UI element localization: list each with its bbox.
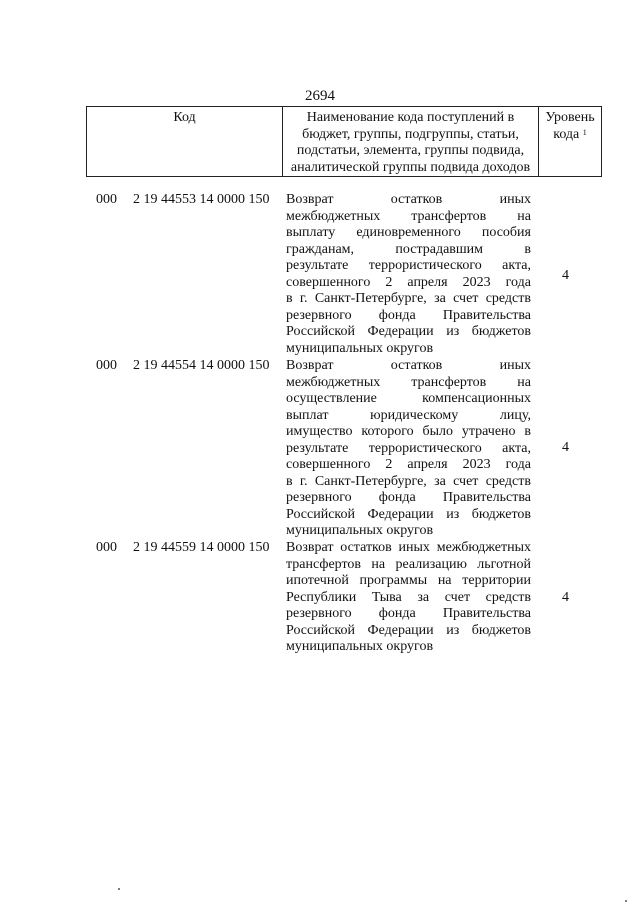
row-name-line: выплату единовременного пособия: [286, 225, 531, 240]
row-prefix: 000: [96, 540, 117, 555]
header-level-word: кода: [553, 126, 580, 142]
row-level: 4: [562, 440, 569, 455]
row-code: 2 19 44559 14 0000 150: [133, 540, 270, 555]
row-code: 2 19 44553 14 0000 150: [133, 192, 270, 207]
row-name-line: муниципальных округов: [286, 639, 434, 654]
row-name-line: резервного фонда Правительства: [286, 307, 531, 323]
row-name-line: Российской Федерации из бюджетов: [286, 324, 531, 339]
row-name-line: резервного фонда Правительства: [286, 606, 531, 621]
row-name-line: межбюджетных трансфертов на: [286, 208, 531, 224]
row-name-line: гражданам, пострадавшим в: [286, 241, 531, 257]
row-name-line: Возврат остатков иных: [286, 358, 531, 373]
row-name: [286, 540, 531, 656]
row-name-line: совершенного 2 апреля 2023 года: [286, 457, 531, 472]
row-name-line: результате террористического акта,: [286, 258, 531, 273]
row-name-line: муниципальных округов: [286, 340, 434, 356]
row-name-line: Республики Тыва за счет средств: [286, 589, 531, 605]
header-level-line: Уровень: [545, 110, 595, 125]
row-level: 4: [562, 268, 569, 283]
header-name-line: бюджет, группы, подгруппы, статьи,: [302, 126, 519, 142]
header-name-line: аналитической группы подвида доходов: [290, 159, 531, 175]
row-name-line: Возврат остатков иных межбюджетных: [286, 540, 531, 555]
row-name-line: Российской Федерации из бюджетов: [286, 622, 531, 638]
row-name-line: осуществление компенсационных: [286, 391, 531, 406]
table-header: [86, 106, 602, 177]
header-level-line: [539, 127, 601, 144]
row-prefix: 000: [96, 192, 117, 207]
row-name: [286, 358, 531, 540]
row-name-line: трансфертов на реализацию льготной: [286, 556, 531, 572]
footnote-marker: 1: [582, 127, 587, 137]
row-prefix: 000: [96, 358, 117, 373]
row-name-line: ипотечной программы на территории: [286, 573, 531, 588]
header-name-line: подстатьи, элемента, группы подвида,: [296, 143, 525, 158]
row-name-line: в г. Санкт-Петербурге, за счет средств: [286, 291, 531, 306]
row-name-line: Возврат остатков иных: [286, 192, 531, 207]
row-name-line: совершенного 2 апреля 2023 года: [286, 274, 531, 290]
row-name-line: имущество которого было утрачено в: [286, 424, 531, 439]
row-name-line: в г. Санкт-Петербурге, за счет средств: [286, 473, 531, 489]
row-name-line: резервного фонда Правительства: [286, 490, 531, 505]
scan-speck: [118, 888, 120, 890]
header-level: [539, 107, 601, 176]
row-name-line: муниципальных округов: [286, 523, 434, 538]
header-name: [283, 107, 539, 176]
header-code: Код: [87, 107, 283, 176]
row-name: [286, 192, 531, 357]
row-level: 4: [562, 590, 569, 605]
row-name-line: Российской Федерации из бюджетов: [286, 506, 531, 522]
row-name-line: результате террористического акта,: [286, 440, 531, 456]
header-name-line: Наименование кода поступлений в: [306, 110, 515, 125]
row-name-line: межбюджетных трансфертов на: [286, 374, 531, 390]
scan-speck: [625, 900, 627, 902]
row-name-line: выплат юридическому лицу,: [286, 407, 531, 423]
page-number: 2694: [305, 88, 335, 104]
row-code: 2 19 44554 14 0000 150: [133, 358, 270, 373]
